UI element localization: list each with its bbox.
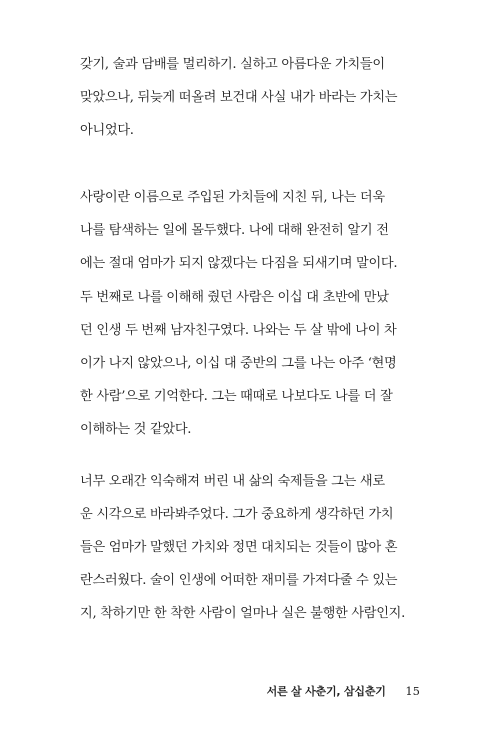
paragraph-2: [80, 181, 420, 280]
text-line: 이해하는 것 같았다.: [80, 422, 192, 437]
page-number: 15: [405, 684, 420, 698]
text-line: 이가 나지 않았으나, 이십 대 중반의 그를 나는 아주 ‘현명: [80, 356, 397, 371]
text-line: 던 인생 두 번째 남자친구였다. 나와는 두 살 밖에 나이 차: [80, 323, 397, 338]
text-line: 나를 탐색하는 일에 몰두했다. 나에 대해 완전히 알기 전: [80, 223, 389, 238]
text-line: 지, 착하기만 한 착한 사람이 얼마나 실은 불행한 사람인지.: [80, 606, 406, 621]
paragraph-1: [80, 48, 420, 147]
paragraph-3: [80, 281, 420, 446]
text-line: 두 번째로 나를 이해해 줬던 사람은 이십 대 초반에 만났: [80, 290, 389, 305]
text-line: 운 시각으로 바라봐주었다. 그가 중요하게 생각하던 가치: [80, 507, 394, 522]
page-footer: [267, 683, 420, 700]
text-line: 아니었다.: [80, 123, 134, 138]
text-line: 한 사람’으로 기억한다. 그는 때때로 나보다도 나를 더 잘: [80, 389, 393, 404]
text-line: 갖기, 술과 담배를 멀리하기. 실하고 아름다운 가치들이: [80, 57, 385, 72]
text-line: 너무 오래간 익숙해져 버린 내 삶의 숙제들을 그는 새로: [80, 474, 385, 489]
text-line: 맞았으나, 뒤늦게 떠올려 보건대 사실 내가 바라는 가치는: [80, 90, 398, 105]
text-line: 에는 절대 엄마가 되지 않겠다는 다짐을 되새기며 말이다.: [80, 256, 398, 271]
text-line: 들은 엄마가 말했던 가치와 정면 대치되는 것들이 많아 혼: [80, 540, 398, 555]
paragraph-4: [80, 465, 420, 630]
text-line: 사랑이란 이름으로 주입된 가치들에 지친 뒤, 나는 더욱: [80, 190, 385, 205]
running-title: 서른 살 사춘기, 삼십춘기: [266, 685, 386, 698]
text-line: 란스러웠다. 술이 인생에 어떠한 재미를 가져다줄 수 있는: [80, 573, 398, 588]
